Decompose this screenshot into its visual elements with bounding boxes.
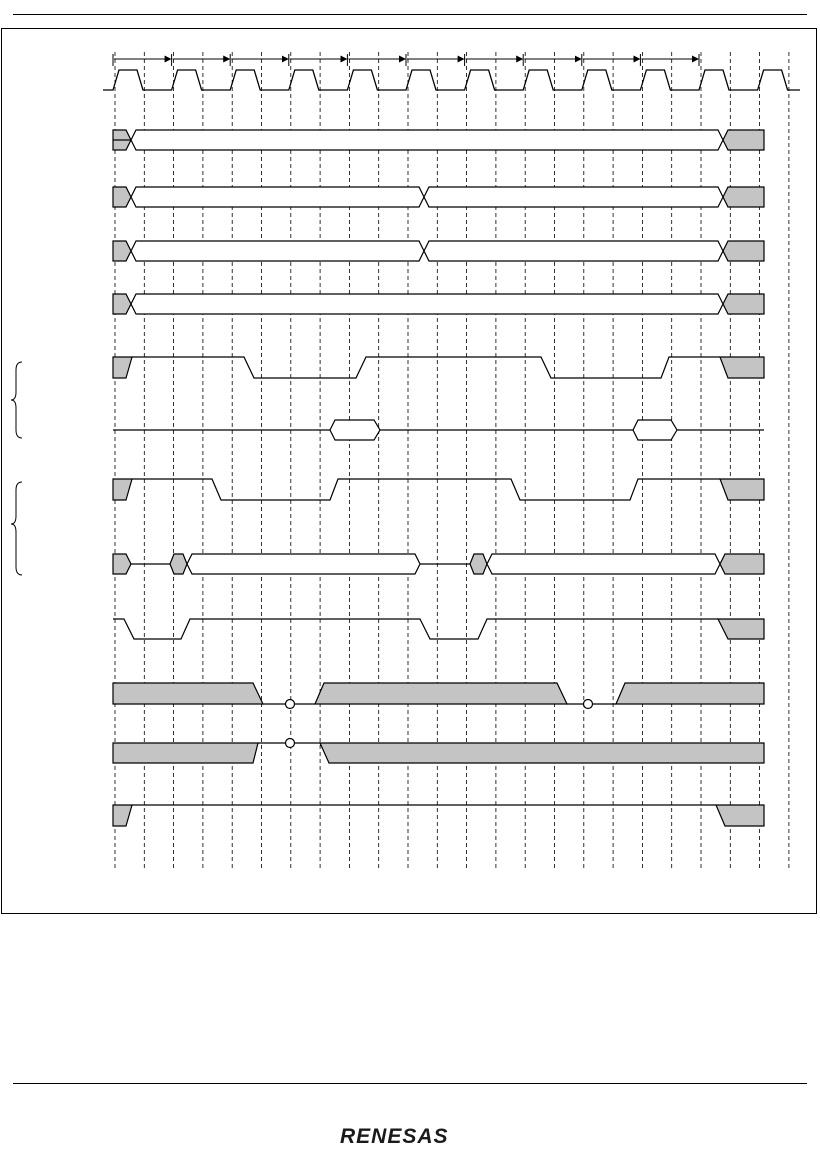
bus-row-2	[113, 187, 764, 207]
control-row-12	[113, 805, 764, 826]
group-brace-2	[11, 482, 22, 575]
clock-waveform	[103, 70, 800, 90]
clock-period-markers	[113, 54, 699, 66]
footer-rule	[13, 1083, 807, 1084]
control-row-6	[113, 420, 764, 440]
group-brace-1	[11, 362, 22, 438]
bus-row-3	[113, 241, 764, 261]
control-row-9	[113, 619, 764, 639]
control-row-7	[113, 479, 764, 500]
bus-row-4	[113, 294, 764, 314]
bus-row-1	[113, 130, 764, 150]
logo-text: RENESAS	[340, 1125, 449, 1146]
bus-row-8	[113, 554, 764, 574]
control-row-5	[113, 357, 764, 378]
data-row-10	[113, 683, 764, 709]
renesas-logo	[338, 1124, 488, 1146]
data-row-11	[113, 739, 764, 764]
